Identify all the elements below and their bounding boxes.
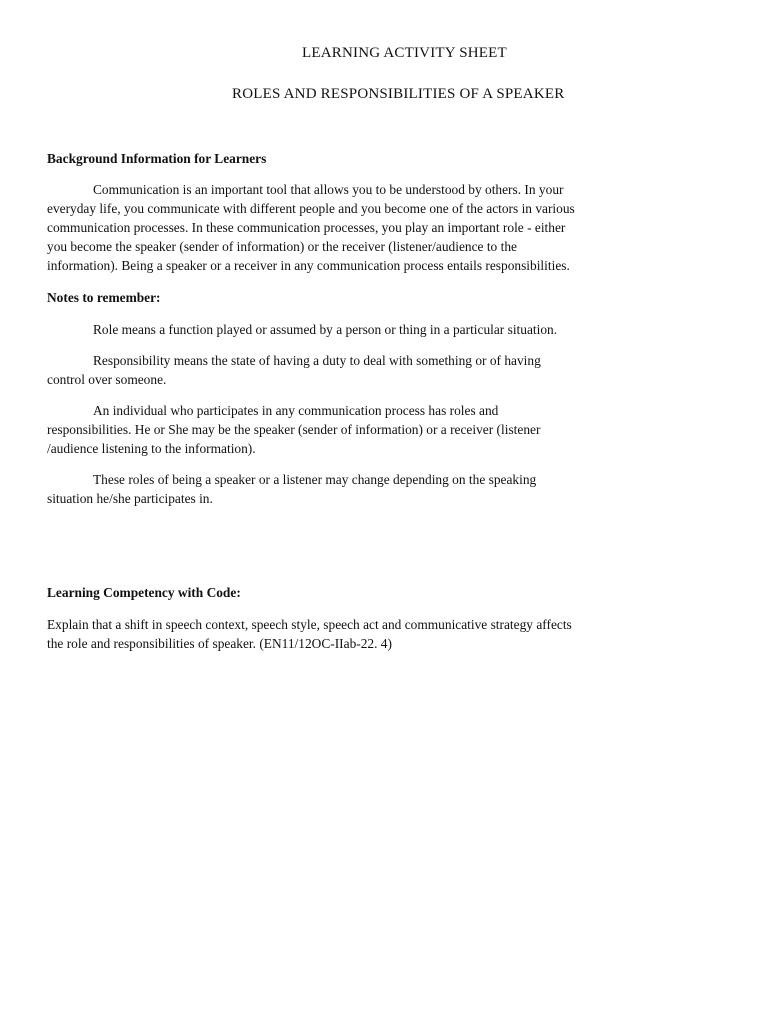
notes-paragraph-roles-change: These roles of being a speaker or a listener may change depending on the speaking situation he/she participates in. <box>47 472 537 506</box>
document-body <box>47 149 577 653</box>
document-subtitle: ROLES AND RESPONSIBILITIES OF A SPEAKER <box>232 86 565 102</box>
competency-heading: Learning Competency with Code: <box>47 585 241 600</box>
background-heading: Background Information for Learners <box>47 151 267 166</box>
competency-paragraph: Explain that a shift in speech context, speech style, speech act and communicative strategy affects the role and responsibilities of speaker. (EN11/12OC-IIab-22. 4) <box>47 617 572 651</box>
document-title: LEARNING ACTIVITY SHEET <box>302 45 507 61</box>
notes-paragraph-responsibility: Responsibility means the state of having a duty to deal with something or of having control over someone. <box>47 353 541 387</box>
notes-heading: Notes to remember: <box>47 290 161 305</box>
background-paragraph: Communication is an important tool that allows you to be understood by others. In your everyday life, you communicate with different people and you become one of the actors in various communication processes. In these communication processes, you play an important role - either you become the speaker (sender of information) or the receiver (listener/audience to the information). Being a speaker or a receiver in any communication process entails responsibilities. <box>47 182 575 273</box>
notes-paragraph-participant: An individual who participates in any communication process has roles and responsibilities. He or She may be the speaker (sender of information) or a receiver (listener /audience listening to the information). <box>47 403 541 456</box>
notes-paragraph-role: Role means a function played or assumed by a person or thing in a particular situation. <box>93 322 558 337</box>
